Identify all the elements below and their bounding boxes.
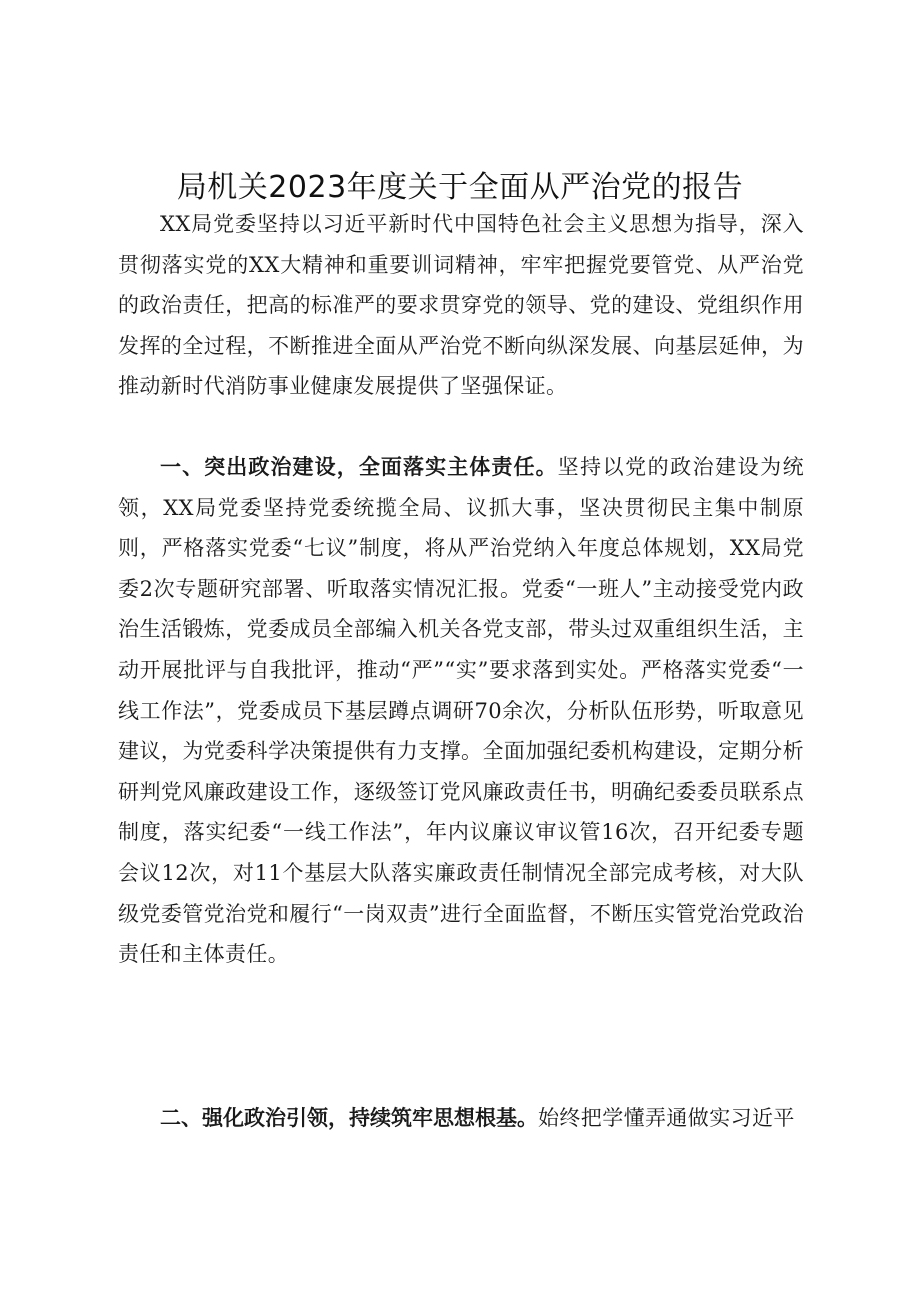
document-title: 局机关2023年度关于全面从严治党的报告 [176, 170, 744, 205]
section-2-body: 始终把学懂弄通做实习近平 [538, 1106, 795, 1130]
section-2-heading: 二、强化政治引领，持续筑牢思想根基。 [160, 1106, 538, 1130]
section-2-paragraph [118, 1098, 804, 1139]
section-1-paragraph [118, 447, 804, 975]
section-1-body: 坚持以党的政治建设为统领，XX局党委坚持党委统揽全局、议抓大事，坚决贯彻民主集中制原则，严格落实党委“七议”制度，将从严治党纳入年度总体规划，XX局党委2次专题研究部署、听取落实情况汇报。党委“一班人”主动接受党内政治生活锻炼，党委成员全部编入机关各党支部，带头过双重组织生活，主动开展批评与自我批评，推动“严”“实”要求落到实处。严格落实党委“一线工作法”，党委成员下基层蹲点调研70余次，分析队伍形势，听取意见建议，为党委科学决策提供有力支撑。全面加强纪委机构建设，定期分析研判党风廉政建设工作，逐级签订党风廉政责任书，明确纪委委员联系点制度，落实纪委“一线工作法”，年内议廉议审议管16次，召开纪委专题会议12次，对11个基层大队落实廉政责任制情况全部完成考核，对大队级党委管党治党和履行“一岗双责”进行全面监督，不断压实管党治党政治责任和主体责任。 [118, 455, 804, 967]
intro-paragraph: XX局党委坚持以习近平新时代中国特色社会主义思想为指导，深入贯彻落实党的XX大精神和重要训词精神，牢牢把握党要管党、从严治党的政治责任，把高的标准严的要求贯穿党的领导、党的建设、党组织作用发挥的全过程，不断推进全面从严治党不断向纵深发展、向基层延伸，为推动新时代消防事业健康发展提供了坚强保证。 [118, 212, 804, 399]
section-1-heading: 一、突出政治建设，全面落实主体责任。 [160, 455, 558, 479]
